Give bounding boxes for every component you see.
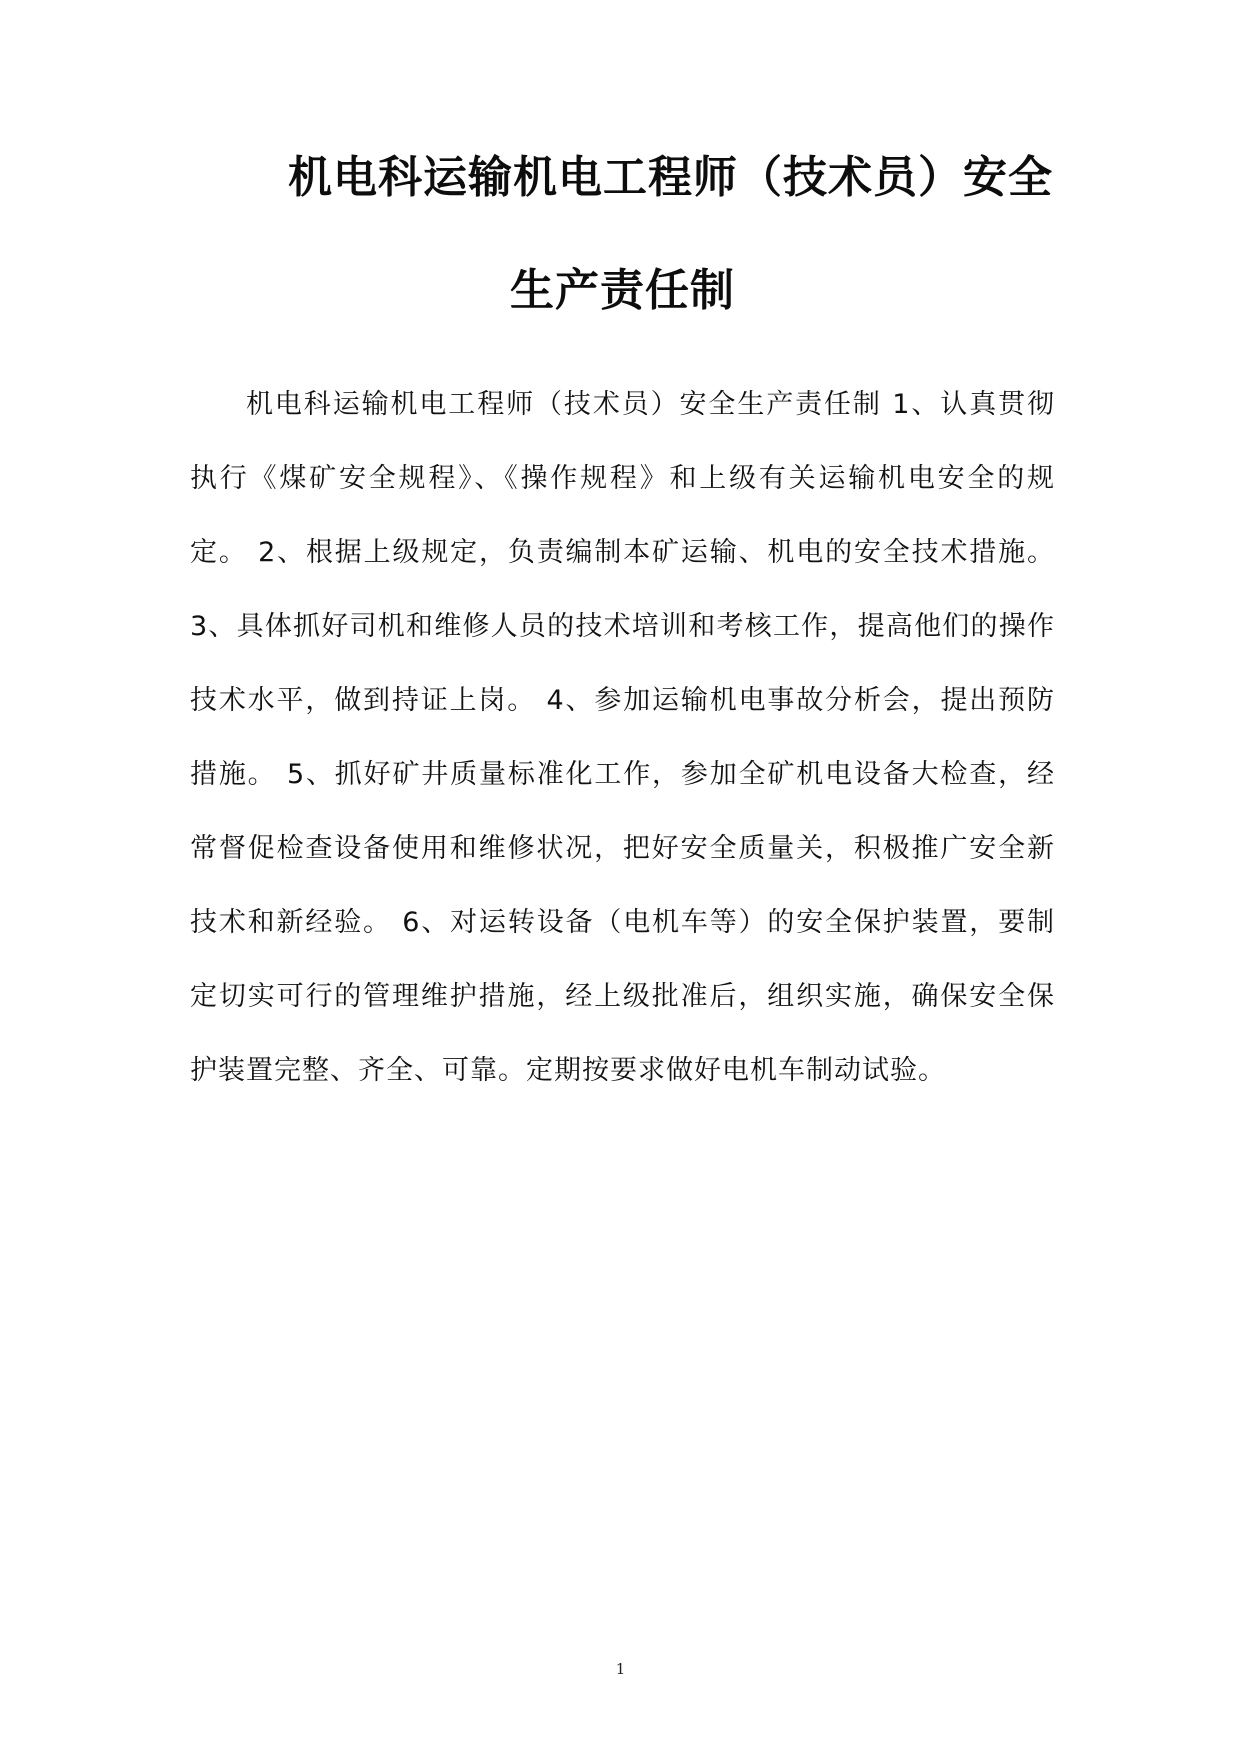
document-title-line-2: 生产责任制 bbox=[510, 265, 735, 316]
document-body-paragraph: 机电科运输机电工程师（技术员）安全生产责任制 1、认真贯彻执行《煤矿安全规程》、《操作规程》和上级有关运输机电安全的规定。 2、根据上级规定，负责编制本矿运输、机电的安全技术措施。 3、具体抓好司机和维修人员的技术培训和考核工作，提高他们的操作技术水平，做到持证上岗。 4、参加运输机电事故分析会，提出预防措施。 5、抓好矿井质量标准化工作，参加全矿机电设备大检查，经常督促检查设备使用和维修状况，把好安全质量关，积极推广安全新技术和新经验。 6、对运转设备（电机车等）的安全保护装置，要制定切实可行的管理维护措施，经上级批准后，组织实施，确保安全保护装置完整、齐全、可靠。定期按要求做好电机车制动试验。 bbox=[190, 389, 1055, 1086]
document-title-line-1: 机电科运输机电工程师（技术员）安全 bbox=[288, 152, 1053, 203]
page-number: 1 bbox=[615, 1660, 626, 1678]
